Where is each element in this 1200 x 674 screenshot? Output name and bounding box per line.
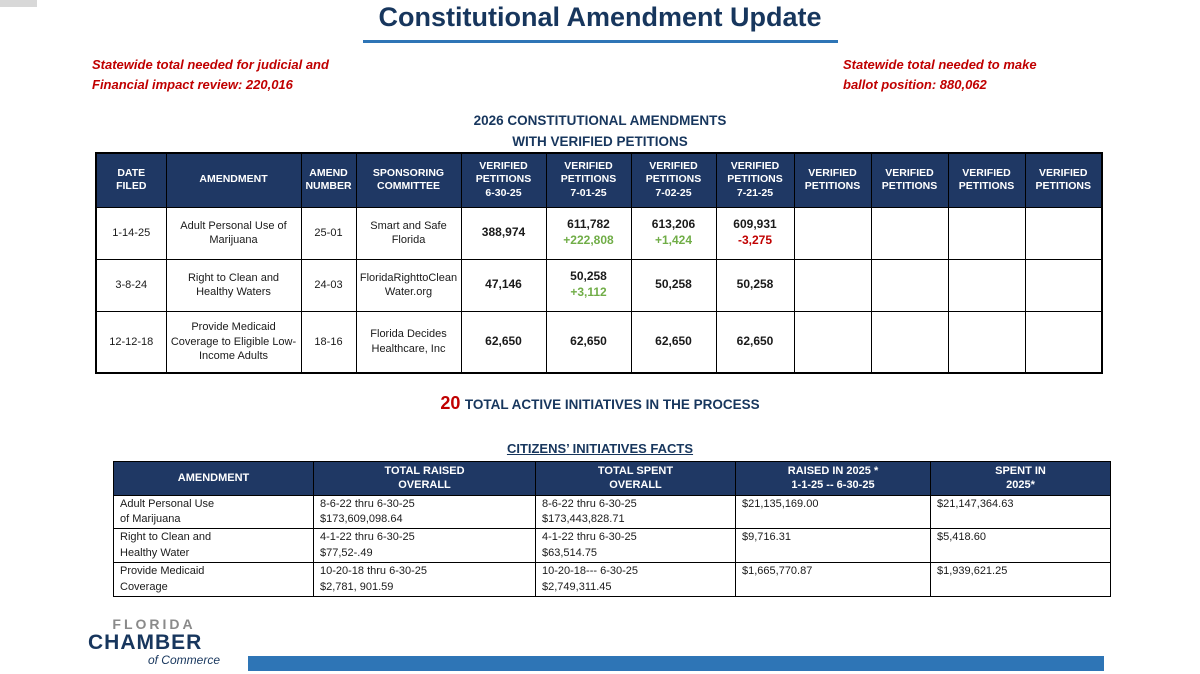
sponsoring-committee-cell: FloridaRighttoCleanWater.org: [356, 259, 461, 311]
table2-header-cell: SPENT IN 2025*: [931, 462, 1111, 496]
verified-petitions-cell: [716, 259, 794, 311]
amendment-cell: Right to Clean and Healthy Waters: [166, 259, 301, 311]
table2-header-cell: TOTAL SPENT OVERALL: [536, 462, 736, 496]
logo-florida-text: FLORIDA: [112, 616, 196, 632]
active-initiatives-count: 20: [440, 393, 461, 413]
table1-header-cell: VERIFIED PETITIONS: [1025, 153, 1102, 207]
verified-petitions-cell: [871, 311, 948, 373]
verified-petitions-cell: [1025, 207, 1102, 259]
verified-petitions-cell: [461, 259, 546, 311]
verified-petitions-cell: [631, 207, 716, 259]
table1-header-cell: VERIFIED PETITIONS: [794, 153, 871, 207]
verified-petitions-cell: [546, 259, 631, 311]
verified-petitions-cell: [948, 311, 1025, 373]
page-title: Constitutional Amendment Update: [363, 0, 838, 43]
verified-petitions-cell: [948, 207, 1025, 259]
table2-cell: $1,665,770.87: [736, 563, 931, 597]
petition-count: 613,206: [651, 217, 696, 232]
table1-header-cell: AMENDMENT: [166, 153, 301, 207]
table1-row: [96, 311, 1102, 373]
florida-chamber-logo: [88, 616, 220, 667]
date-filed-cell: 12-12-18: [96, 311, 166, 373]
table1-header-row: [96, 153, 1102, 207]
table1-header-cell: DATE FILED: [96, 153, 166, 207]
table2-cell: $21,135,169.00: [736, 495, 931, 529]
table1-row: [96, 207, 1102, 259]
citizens-initiatives-heading: CITIZENS’ INITIATIVES FACTS: [506, 441, 694, 456]
table1-header-cell: VERIFIED PETITIONS 7-21-25: [716, 153, 794, 207]
petition-count: 50,258: [655, 277, 692, 292]
petition-delta: +222,808: [563, 233, 614, 247]
amend-number-cell: 18-16: [301, 311, 356, 373]
petition-delta: +1,424: [654, 233, 693, 247]
verified-petitions-heading: [0, 110, 1200, 152]
verified-petitions-cell: [1025, 311, 1102, 373]
verified-petitions-cell: [631, 259, 716, 311]
note-line: Statewide total needed to make: [843, 57, 1037, 72]
table2-header-cell: TOTAL RAISED OVERALL: [314, 462, 536, 496]
verified-petitions-cell: [716, 311, 794, 373]
table1-header-cell: VERIFIED PETITIONS: [871, 153, 948, 207]
table1-header-cell: VERIFIED PETITIONS 6-30-25: [461, 153, 546, 207]
heading-line: 2026 CONSTITUTIONAL AMENDMENTS: [473, 113, 727, 128]
note-line: ballot position: 880,062: [843, 76, 987, 92]
petition-count: 388,974: [481, 225, 526, 240]
verified-petitions-cell: [871, 207, 948, 259]
verified-petitions-cell: [1025, 259, 1102, 311]
verified-petitions-cell: [631, 311, 716, 373]
verified-petitions-cell: [794, 207, 871, 259]
table2-cell: $9,716.31: [736, 529, 931, 563]
amendment-cell: Adult Personal Use of Marijuana: [166, 207, 301, 259]
table1-header-cell: SPONSORING COMMITTEE: [356, 153, 461, 207]
note-ballot-position-total: [843, 55, 1037, 94]
logo-of-commerce-text: of Commerce: [147, 653, 220, 668]
table2-row: [114, 563, 1111, 597]
table2-cell: Right to Clean and Healthy Water: [114, 529, 314, 563]
petition-count: 47,146: [485, 277, 522, 292]
table2-cell: Adult Personal Use of Marijuana: [114, 495, 314, 529]
verified-petitions-cell: [871, 259, 948, 311]
verified-petitions-cell: [948, 259, 1025, 311]
table1-header-cell: VERIFIED PETITIONS 7-02-25: [631, 153, 716, 207]
logo-chamber-text: CHAMBER: [88, 631, 203, 654]
petition-count: 611,782: [567, 217, 610, 232]
petition-count: 609,931: [733, 217, 777, 232]
table2-header-cell: RAISED IN 2025 * 1-1-25 -- 6-30-25: [736, 462, 931, 496]
note-line: Financial impact review: 220,016: [92, 76, 293, 92]
table2-cell: Provide Medicaid Coverage: [114, 563, 314, 597]
table2-row: [114, 495, 1111, 529]
table2-row: [114, 529, 1111, 563]
table2-cell: 4-1-22 thru 6-30-25 $77,52-.49: [314, 529, 536, 563]
table2-header-cell: AMENDMENT: [114, 462, 314, 496]
sponsoring-committee-cell: Florida Decides Healthcare, Inc: [356, 311, 461, 373]
table1-header-cell: AMEND NUMBER: [301, 153, 356, 207]
verified-petitions-cell: [546, 207, 631, 259]
note-line: Statewide total needed for judicial and: [92, 57, 329, 72]
verified-petitions-cell: [716, 207, 794, 259]
note-judicial-review-total: [92, 55, 329, 94]
petition-delta: +3,112: [570, 285, 607, 299]
verified-petitions-cell: [546, 311, 631, 373]
verified-petitions-cell: [461, 311, 546, 373]
petition-count: 62,650: [655, 333, 692, 348]
heading-line: WITH VERIFIED PETITIONS: [512, 134, 688, 149]
table2-cell: 8-6-22 thru 6-30-25 $173,443,828.71: [536, 495, 736, 529]
date-filed-cell: 1-14-25: [96, 207, 166, 259]
table2-cell: 10-20-18--- 6-30-25 $2,749,311.45: [536, 563, 736, 597]
date-filed-cell: 3-8-24: [96, 259, 166, 311]
table1-row: [96, 259, 1102, 311]
table2-cell: $1,939,621.25: [931, 563, 1111, 597]
petition-delta: -3,275: [737, 233, 773, 247]
footer-accent-bar: [248, 656, 1104, 671]
petition-count: 62,650: [570, 333, 607, 348]
title-row: [0, 0, 1200, 43]
table2-header-row: [114, 462, 1111, 496]
amend-number-cell: 25-01: [301, 207, 356, 259]
petition-count: 50,258: [736, 277, 774, 292]
petition-count: 62,650: [485, 333, 522, 348]
verified-petitions-cell: [794, 311, 871, 373]
active-initiatives-line: [0, 393, 1200, 414]
verified-petitions-table: [95, 152, 1103, 374]
citizens-initiatives-table: [113, 461, 1111, 597]
table1-header-cell: VERIFIED PETITIONS: [948, 153, 1025, 207]
amendment-cell: Provide Medicaid Coverage to Eligible Low-Income Adults: [166, 311, 301, 373]
petition-count: 50,258: [570, 269, 607, 284]
table1-header-cell: VERIFIED PETITIONS 7-01-25: [546, 153, 631, 207]
table2-cell: 4-1-22 thru 6-30-25 $63,514.75: [536, 529, 736, 563]
table2-cell: 8-6-22 thru 6-30-25 $173,609,098.64: [314, 495, 536, 529]
table2-cell: $21,147,364.63: [931, 495, 1111, 529]
active-initiatives-label: TOTAL ACTIVE INITIATIVES IN THE PROCESS: [464, 397, 760, 412]
petition-count: 62,650: [736, 333, 774, 348]
amend-number-cell: 24-03: [301, 259, 356, 311]
table2-cell: $5,418.60: [931, 529, 1111, 563]
verified-petitions-cell: [794, 259, 871, 311]
table2-cell: 10-20-18 thru 6-30-25 $2,781, 901.59: [314, 563, 536, 597]
sponsoring-committee-cell: Smart and Safe Florida: [356, 207, 461, 259]
verified-petitions-cell: [461, 207, 546, 259]
